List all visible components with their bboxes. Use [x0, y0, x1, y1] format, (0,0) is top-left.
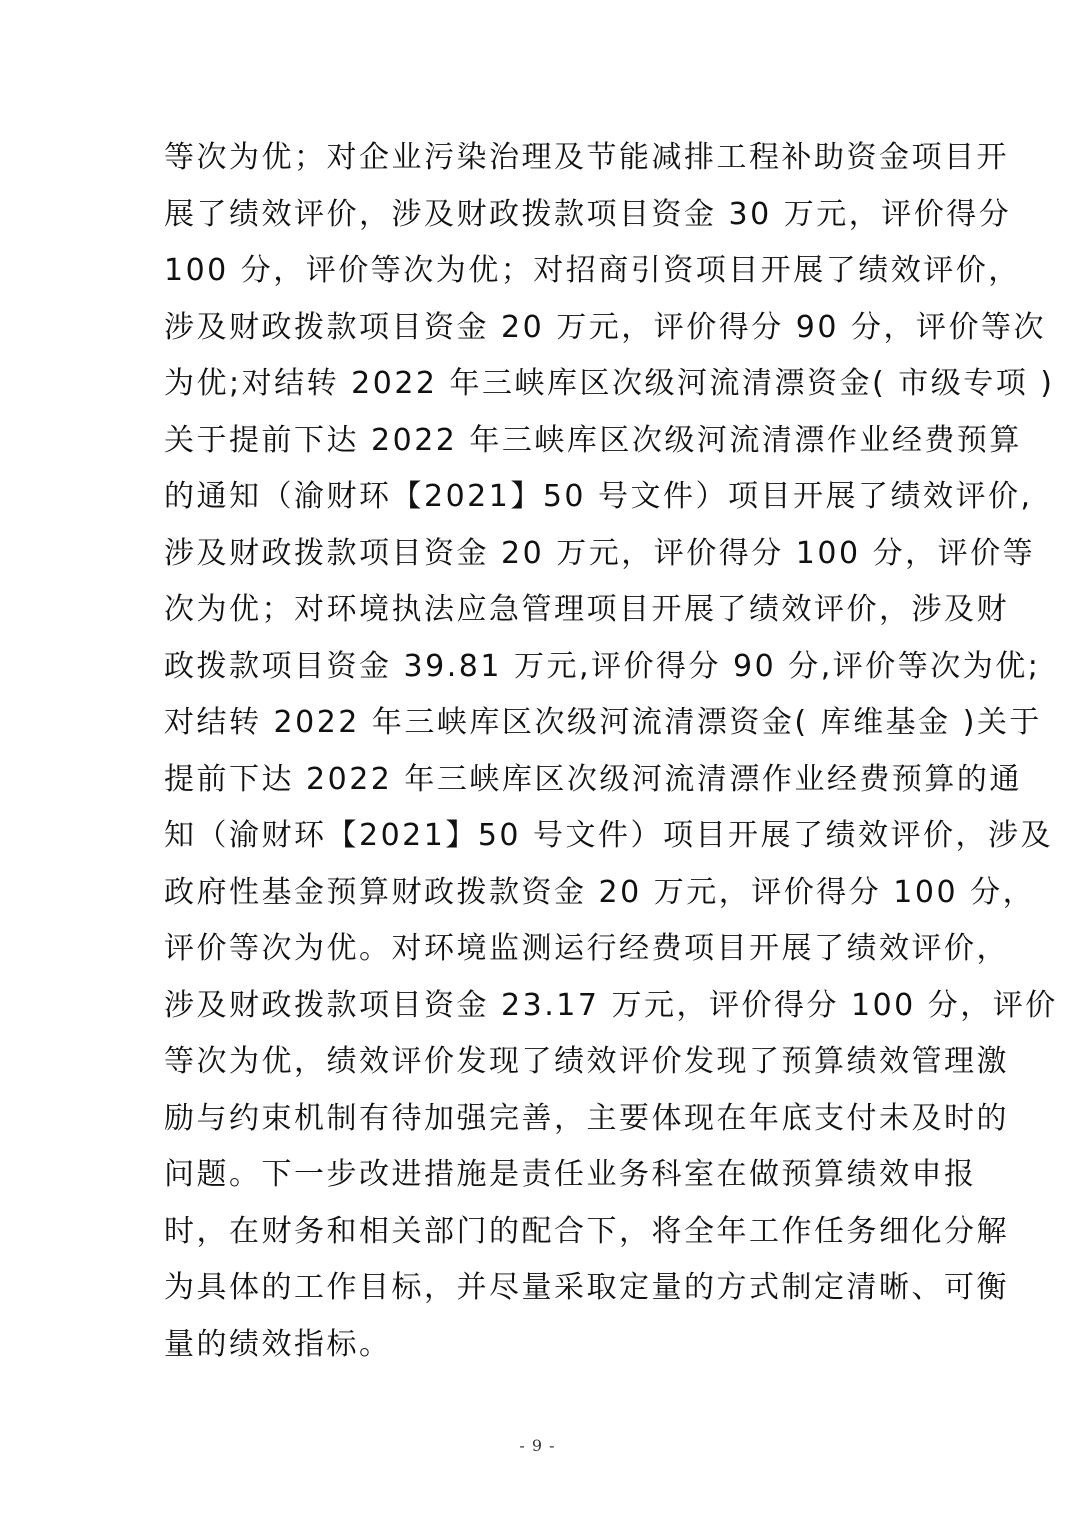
text-line: 问题。下一步改进措施是责任业务科室在做预算绩效申报: [164, 1157, 977, 1192]
text-line: 100 分，评价等次为优；对招商引资项目开展了绩效评价，: [164, 253, 1021, 288]
body-paragraph: [164, 130, 1058, 1373]
text-line: 政拨款项目资金 39.81 万元,评价得分 90 分,评价等次为优;: [164, 648, 1041, 684]
text-line: 为优;对结转 2022 年三峡库区次级河流清漂资金( 市级专项 ): [164, 366, 1055, 401]
text-line: 关于提前下达 2022 年三峡库区次级河流清漂作业经费预算: [164, 422, 1022, 458]
page-number: - 9 -: [519, 1436, 556, 1455]
text-line: 提前下达 2022 年三峡库区次级河流清漂作业经费预算的通: [164, 761, 1022, 797]
text-line: 等次为优；对企业污染治理及节能减排工程补助资金项目开: [164, 140, 1009, 175]
text-line: 涉及财政拨款项目资金 20 万元，评价得分 90 分，评价等次: [164, 309, 1046, 345]
text-line: 涉及财政拨款项目资金 20 万元，评价得分 100 分，评价等: [164, 535, 1036, 571]
text-line: 知（渝财环【2021】50 号文件）项目开展了绩效评价，涉及: [164, 818, 1054, 853]
text-line: 对结转 2022 年三峡库区次级河流清漂资金( 库维基金 )关于: [164, 705, 1042, 740]
text-line: 励与约束机制有待加强完善，主要体现在年底支付未及时的: [164, 1100, 1009, 1136]
text-line: 为具体的工作目标，并尽量采取定量的方式制定清晰、可衡: [164, 1270, 1009, 1305]
text-line: 的通知（渝财环【2021】50 号文件）项目开展了绩效评价,: [164, 479, 1033, 514]
text-line: 量的绩效指标。: [164, 1326, 392, 1362]
text-line: 涉及财政拨款项目资金 23.17 万元，评价得分 100 分，评价: [164, 987, 1058, 1023]
text-line: 次为优；对环境执法应急管理项目开展了绩效评价，涉及财: [164, 592, 1009, 627]
text-line: 政府性基金预算财政拨款资金 20 万元，评价得分 100 分，: [164, 874, 1036, 910]
text-line: 等次为优，绩效评价发现了绩效评价发现了预算绩效管理激: [164, 1044, 1009, 1079]
text-line: 评价等次为优。对环境监测运行经费项目开展了绩效评价，: [164, 931, 1009, 966]
text-line: 时，在财务和相关部门的配合下，将全年工作任务细化分解: [164, 1213, 1009, 1249]
text-line: 展了绩效评价，涉及财政拨款项目资金 30 万元，评价得分: [164, 196, 1012, 232]
